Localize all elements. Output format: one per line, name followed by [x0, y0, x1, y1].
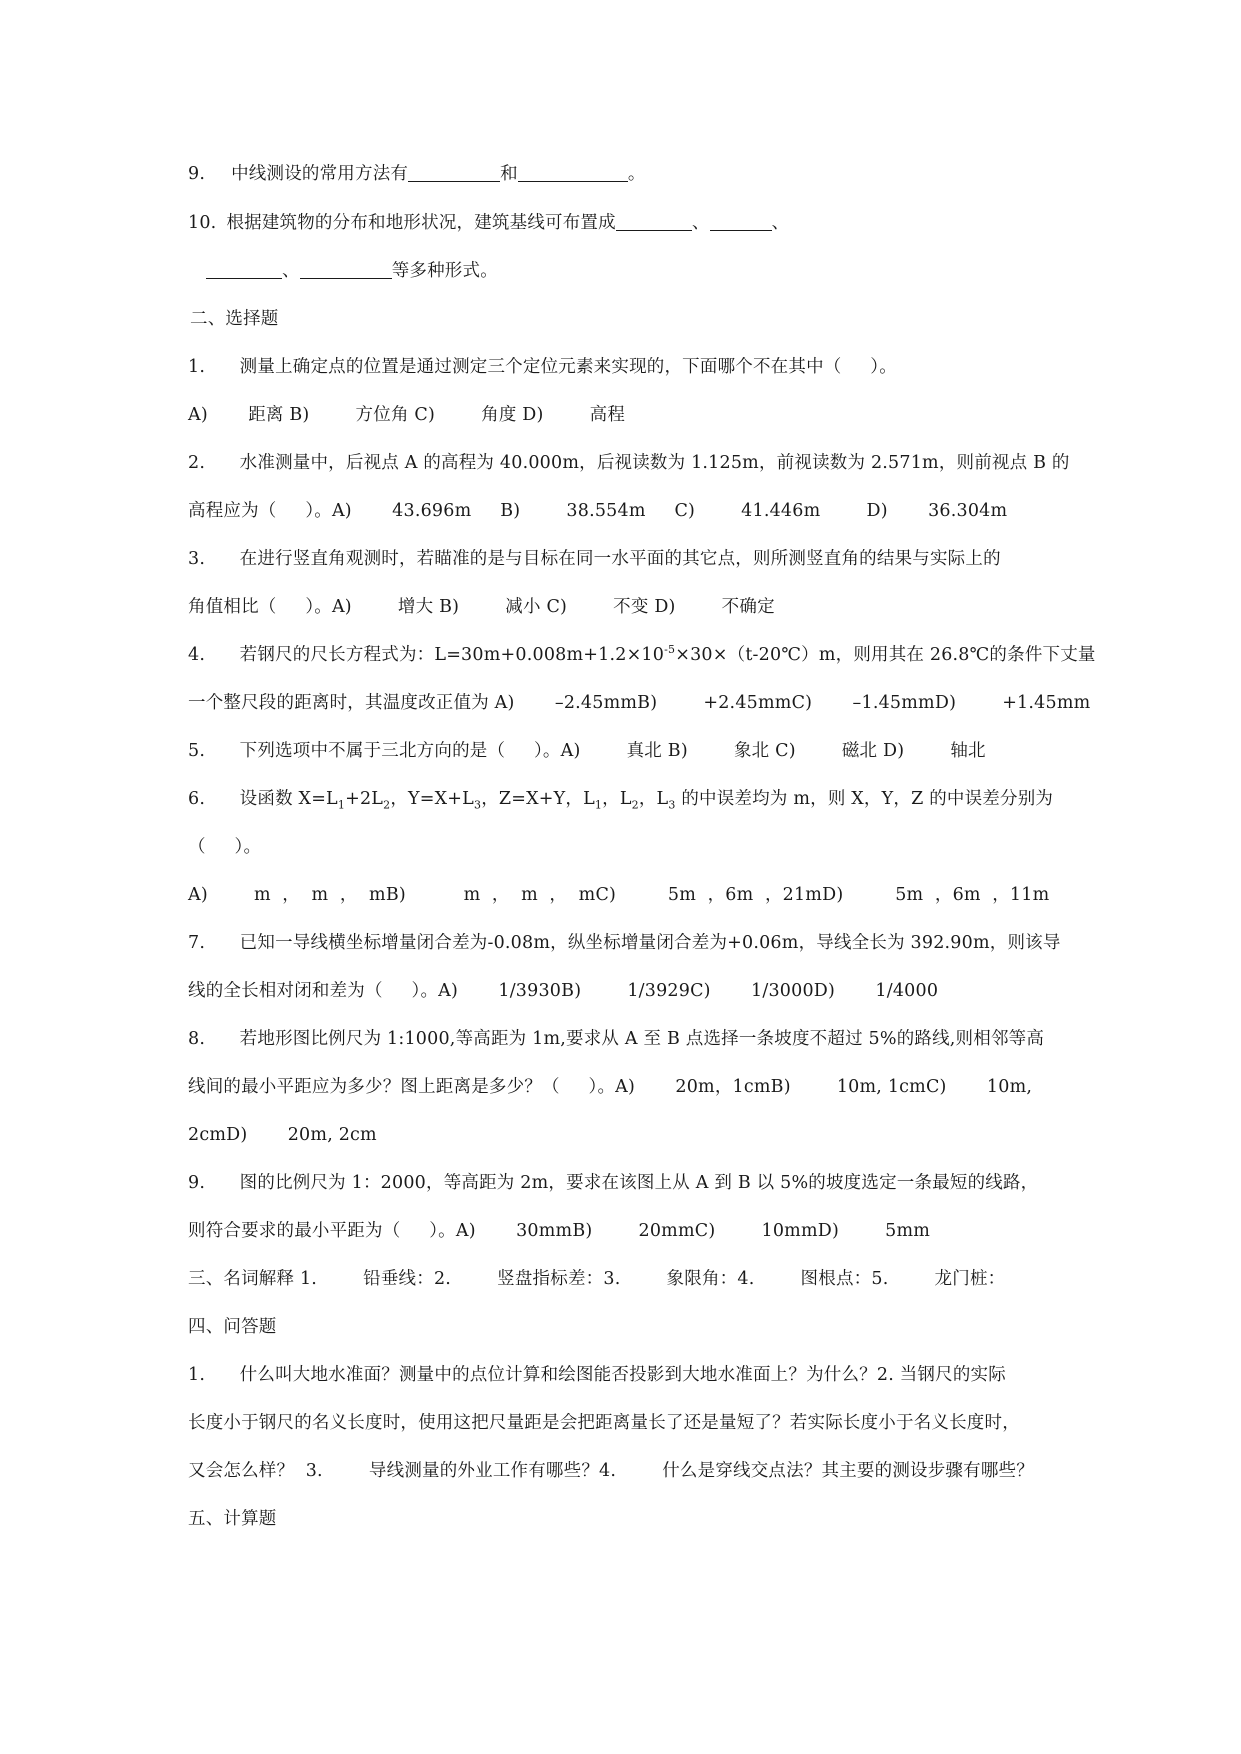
blank-question-10: 10. 根据建筑物的分布和地形状况，建筑基线可布置成 、 、 — [188, 213, 790, 233]
text-line: 线的全长相对闭和差为（ ）。A) 1/3930B) 1/3929C) 1/3000D) 1/4000 — [188, 981, 939, 1001]
answer-blank[interactable] — [518, 163, 628, 182]
text-line: 1. 测量上确定点的位置是通过测定三个定位元素来实现的，下面哪个不在其中（ ）。 — [188, 357, 897, 377]
blank-question-9: 9. 中线测设的常用方法有 和 。 — [188, 164, 646, 184]
text-line: 一个整尺段的距离时，其温度改正值为 A) –2.45mmB) +2.45mmC) –1.45mmD) +1.45mm — [188, 693, 1091, 713]
text-line: A) 距离 B) 方位角 C) 角度 D) 高程 — [188, 405, 626, 425]
blank-question-10-cont: 、 等多种形式。 — [206, 258, 498, 284]
answer-blank[interactable] — [206, 260, 282, 279]
text-line: 角值相比（ ）。A) 增大 B) 减小 C) 不变 D) 不确定 — [188, 597, 775, 617]
text-line: 长度小于钢尺的名义长度时，使用这把尺量距是会把距离量长了还是量短了？若实际长度小于名义长度时， — [188, 1413, 1020, 1433]
text-line: 8. 若地形图比例尺为 1:1000,等高距为 1m,要求从 A 至 B 点选择一条坡度不超过 5%的路线,则相邻等高 — [188, 1029, 1045, 1049]
text-line: A) m ， m ， mB) m ， m ， mC) 5m ，6m ，21mD) 5m ，6m ，11m — [188, 885, 1050, 905]
text-line: 9. 图的比例尺为 1：2000，等高距为 2m，要求在该图上从 A 到 B 以 5%的坡度选定一条最短的线路， — [188, 1173, 1039, 1193]
section-heading-choice: 二、选择题 — [190, 309, 279, 329]
question-number: 9. — [188, 164, 206, 184]
text-line: 高程应为（ ）。A) 43.696m B) 38.554m C) 41.446m D) 36.304m — [188, 501, 1008, 521]
text-line: 7. 已知一导线横坐标增量闭合差为-0.08m，纵坐标增量闭合差为+0.06m，导线全长为 392.90m，则该导 — [188, 933, 1061, 953]
text-line: 3. 在进行竖直角观测时，若瞄准的是与目标在同一水平面的其它点，则所测竖直角的结果与实际上的 — [188, 549, 1001, 569]
text-line: 5. 下列选项中不属于三北方向的是（ ）。A) 真北 B) 象北 C) 磁北 D) 轴北 — [188, 741, 986, 761]
text-line: 2cmD) 20m, 2cm — [188, 1125, 377, 1145]
section-heading-qa: 四、问答题 — [188, 1317, 277, 1337]
question-4-line: 4. 若钢尺的尺长方程式为：$L=30m+0.008m+1.2\times 10^{-5}\times 30\times(t-20℃)m$，则用其在 26.8℃的条件下丈量 — [188, 643, 1096, 665]
question-number: 10. — [188, 213, 217, 233]
text-line: 又会怎么样？ 3. 导线测量的外业工作有哪些？4. 什么是穿线交点法？其主要的测设步骤有哪些？ — [188, 1461, 1034, 1481]
text-line: （ ）。 — [188, 837, 262, 857]
text-line: 则符合要求的最小平距为（ ）。A) 30mmB) 20mmC) 10mmD) 5mm — [188, 1221, 931, 1241]
question-6-line: 6. 设函数 $X=L_1+2L_2$，$Y=X+L_3$，Z=X+Y，$L_1$，$L_2$，$L_3$ 的中误差均为 m，则 X，Y，Z 的中误差分别为 — [188, 789, 1054, 812]
section-terms: 三、名词解释 1. 铅垂线：2. 竖盘指标差：3. 象限角：4. 图根点：5. 龙门桩： — [188, 1269, 1006, 1289]
text-line: 1. 什么叫大地水准面？测量中的点位计算和绘图能否投影到大地水准面上？为什么？2. 当钢尺的实际 — [188, 1365, 1006, 1385]
section-heading-calc: 五、计算题 — [188, 1509, 277, 1529]
answer-blank[interactable] — [408, 163, 500, 182]
answer-blank[interactable] — [616, 212, 692, 231]
answer-blank[interactable] — [710, 212, 772, 231]
text-line: 2. 水准测量中，后视点 A 的高程为 40.000m，后视读数为 1.125m，前视读数为 2.571m，则前视点 B 的 — [188, 453, 1070, 473]
text-line: 线间的最小平距应为多少？图上距离是多少？（ ）。A) 20m，1cmB) 10m, 1cmC) 10m, — [188, 1077, 1033, 1097]
answer-blank[interactable] — [300, 260, 392, 279]
